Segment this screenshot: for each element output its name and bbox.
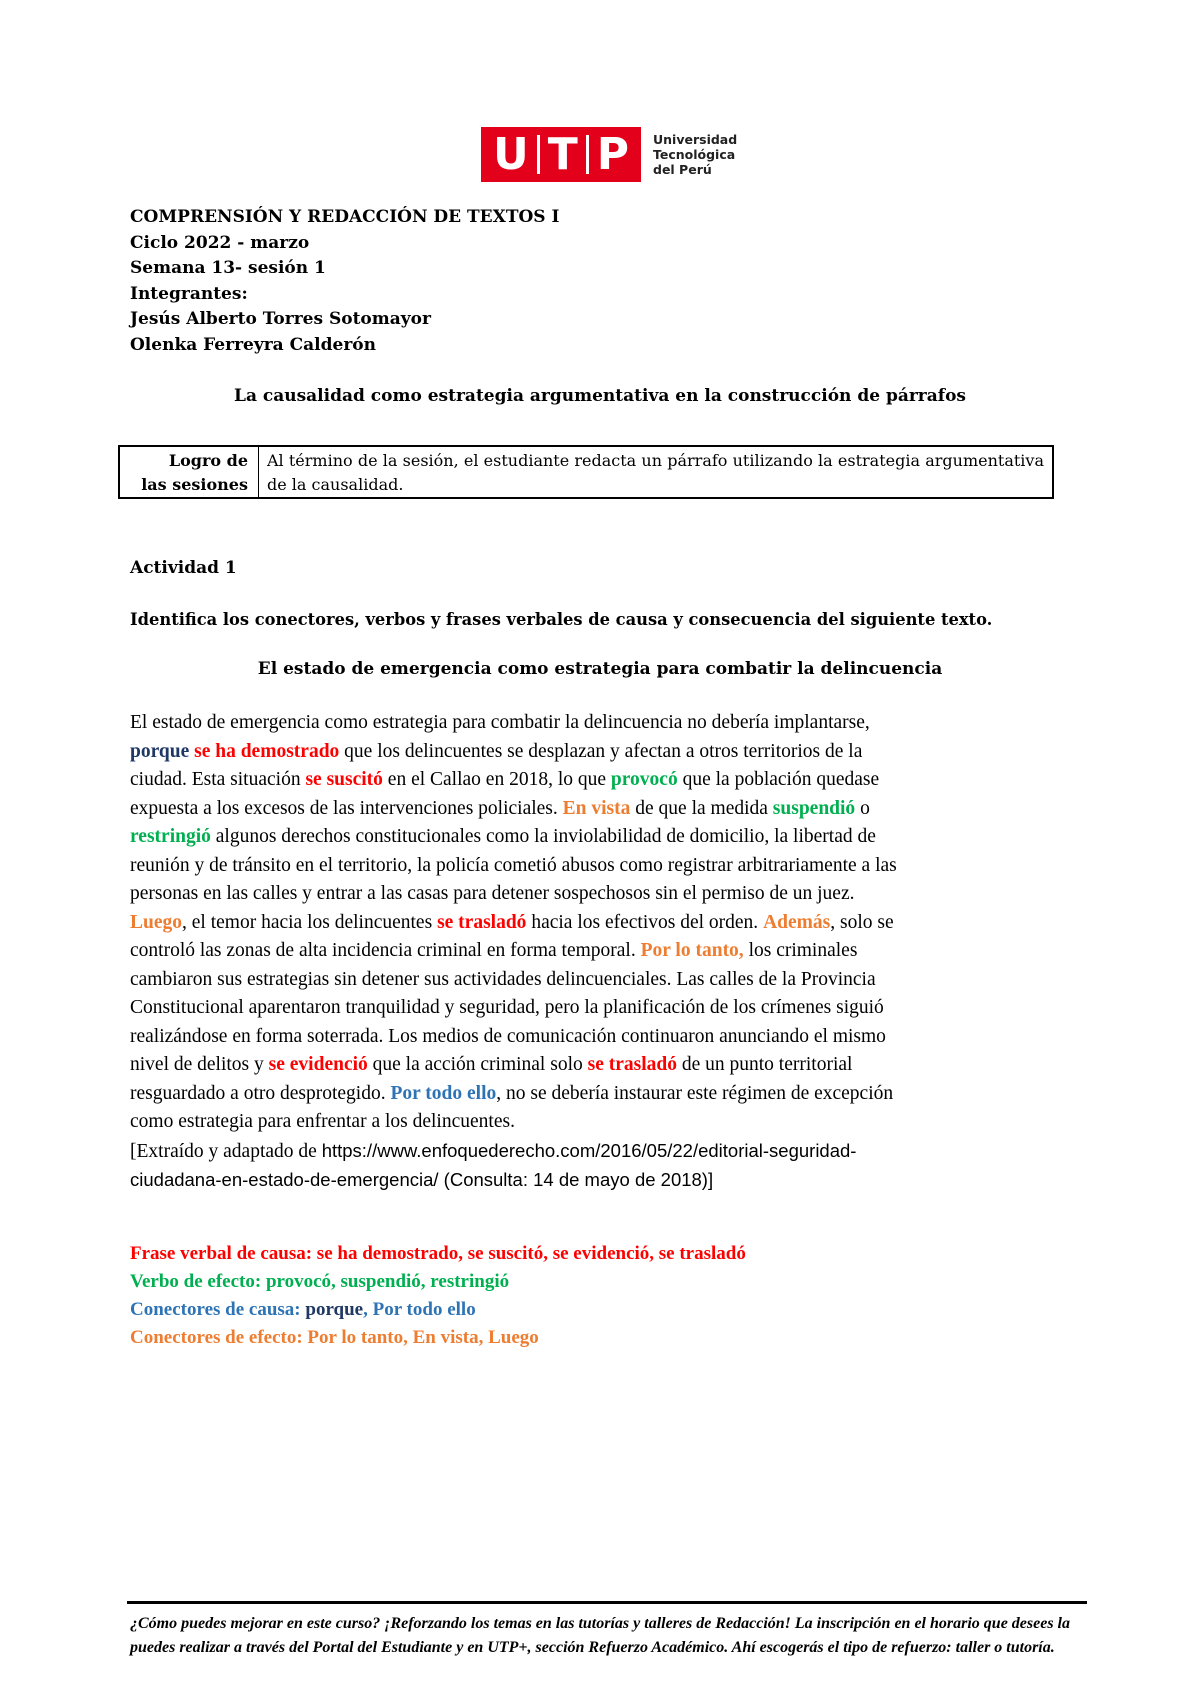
- highlighted-term: suspendió: [772, 797, 856, 819]
- logo-letter-u: U: [493, 129, 529, 180]
- highlighted-term: Luego: [130, 911, 183, 933]
- paragraph-line: [130, 1080, 1090, 1109]
- highlighted-term: provocó: [610, 769, 678, 790]
- highlighted-term: Por todo ello: [390, 1082, 497, 1104]
- paragraph-line: [130, 766, 1090, 795]
- paragraph-line: [130, 994, 1090, 1023]
- text-segment: , no se debería instaurar este régimen de excepción: [496, 1082, 894, 1104]
- course-name: COMPRENSIÓN Y REDACCIÓN DE TEXTOS I: [130, 207, 560, 227]
- logo-letter-t: T: [547, 129, 578, 180]
- highlighted-term: Además: [763, 911, 831, 933]
- highlighted-term: se trasladó: [437, 911, 527, 933]
- paragraph-line: [130, 795, 1090, 824]
- highlighted-term: se suscitó: [305, 769, 383, 790]
- member-2: Olenka Ferreyra Calderón: [130, 334, 376, 355]
- text-segment: algunos derechos constitucionales como la inviolabilidad de domicilio, la libertad de: [210, 826, 876, 847]
- activity-title: Actividad 1: [130, 558, 237, 578]
- text-segment: cambiaron sus estrategias sin detener sus actividades delincuenciales. Las calles de la Provincia: [130, 968, 876, 990]
- legend-effect-verbs: Verbo de efecto: provocó, suspendió, restringió: [130, 1271, 510, 1292]
- text-segment: ciudadana-en-estado-de-emergencia/ (Consulta: 14 de mayo de 2018)]: [130, 1169, 714, 1190]
- text-segment: de un punto territorial: [676, 1054, 853, 1075]
- text-segment: ciudad. Esta situación: [130, 769, 306, 790]
- legend-cause-connectors: Conectores de causa: porque, Por todo ello: [130, 1299, 476, 1320]
- text-segment: como estrategia para enfrentar a los delincuentes.: [130, 1111, 515, 1132]
- highlighted-term: restringió: [130, 826, 211, 847]
- text-segment: reunión y de tránsito en el territorio, la policía cometió abusos como registrar arbitrariamente a las: [130, 854, 897, 876]
- text-segment: o: [855, 797, 870, 819]
- text-segment: Constitucional aparentaron tranquilidad y seguridad, pero la planificación de los crímenes siguió: [130, 997, 884, 1018]
- legend-causal-phrases: Frase verbal de causa: se ha demostrado, se suscitó, se evidenció, se trasladó: [130, 1243, 746, 1264]
- paragraph-line: [130, 966, 1090, 995]
- paragraph-line: [130, 1108, 1090, 1137]
- paragraph-line: [130, 852, 1090, 881]
- paragraph-line: [130, 880, 1090, 909]
- logo-separator: [537, 135, 540, 174]
- text-segment: controló las zonas de alta incidencia criminal en forma temporal.: [130, 940, 641, 961]
- text-segment: nivel de delitos y: [130, 1054, 269, 1075]
- text-segment: los criminales: [743, 940, 858, 961]
- paragraph-line: [130, 823, 1090, 852]
- highlighted-term: Por lo tanto,: [640, 940, 744, 961]
- text-segment: resguardado a otro desprotegido.: [130, 1082, 391, 1104]
- cycle: Ciclo 2022 - marzo: [130, 232, 310, 253]
- legend: [130, 1240, 746, 1352]
- text-segment: https://www.enfoquederecho.com/2016/05/22/editorial-seguridad-: [321, 1139, 857, 1161]
- text-segment: , solo se: [830, 911, 894, 933]
- highlighted-term: se evidenció: [268, 1054, 368, 1075]
- text-segment: que los delincuentes se desplazan y afectan a otros territorios de la: [339, 740, 863, 762]
- member-1: Jesús Alberto Torres Sotomayor: [130, 309, 431, 329]
- highlighted-term: porque: [130, 740, 190, 762]
- paragraph-line: [130, 1166, 1090, 1196]
- activity-instruction: Identifica los conectores, verbos y frases verbales de causa y consecuencia del siguiente texto.: [130, 610, 993, 629]
- paragraph-line: [130, 1137, 1090, 1167]
- highlighted-term: se trasladó: [587, 1054, 677, 1075]
- document-header: [130, 205, 559, 358]
- text-segment: expuesta a los excesos de las intervenciones policiales.: [130, 797, 563, 819]
- legend-effect-connectors: Conectores de efecto: Por lo tanto, En vista, Luego: [130, 1327, 539, 1348]
- logro-table: [118, 445, 1054, 499]
- logo-separator: [586, 135, 589, 174]
- text-segment: en el Callao en 2018, lo que: [382, 769, 611, 790]
- text-segment: personas en las calles y entrar a las casas para detener sospechosos sin el permiso de un juez.: [130, 883, 855, 904]
- utp-logo-mark: [481, 127, 641, 182]
- members-label: Integrantes:: [130, 283, 248, 304]
- week-session: Semana 13- sesión 1: [130, 258, 326, 278]
- text-segment: [Extraído y adaptado de: [130, 1140, 322, 1162]
- utp-logo: [481, 127, 737, 182]
- document-title: La causalidad como estrategia argumentativa en la construcción de párrafos: [233, 386, 966, 406]
- footer-note: ¿Cómo puedes mejorar en este curso? ¡Reforzando los temas en las tutorías y talleres de Redacción! La inscripción en el horario que desees la puedes realizar a través del Portal del Estudiante y en UTP+, sección Refuerzo Académico. Ahí escogerás el tipo de refuerzo: taller o tutoría.: [130, 1615, 1070, 1656]
- text-segment: que la población quedase: [677, 769, 880, 790]
- logro-text: Al término de la sesión, el estudiante redacta un párrafo utilizando la estrategia argumentativa de la causalidad.: [267, 451, 1044, 494]
- text-segment: realizándose en forma soterrada. Los medios de comunicación continuaron anunciando el mismo: [130, 1025, 886, 1047]
- text-segment: hacia los efectivos del orden.: [526, 911, 764, 933]
- logo-letter-p: P: [596, 129, 629, 180]
- text-segment: de que la medida: [630, 797, 773, 819]
- logro-label: Logro de las sesiones: [120, 447, 259, 497]
- paragraph-line: [130, 1023, 1090, 1052]
- text-segment: El estado de emergencia como estrategia para combatir la delincuencia no debería implantarse,: [130, 712, 870, 733]
- text-segment: que la acción criminal solo: [367, 1054, 588, 1075]
- paragraph-line: [130, 1051, 1090, 1080]
- text-subtitle: El estado de emergencia como estrategia para combatir la delincuencia: [257, 659, 943, 679]
- paragraph-line: [130, 909, 1090, 938]
- paragraph-line: [130, 738, 1090, 767]
- text-segment: , el temor hacia los delincuentes: [182, 911, 438, 933]
- university-name: Universidad Tecnológica del Perú: [653, 132, 738, 177]
- highlighted-term: En vista: [562, 797, 631, 819]
- highlighted-term: se ha demostrado: [194, 740, 340, 762]
- paragraph-line: [130, 937, 1090, 966]
- argumentative-paragraph: [130, 709, 1090, 1196]
- paragraph-line: [130, 709, 1090, 738]
- footer-divider: [127, 1601, 1087, 1604]
